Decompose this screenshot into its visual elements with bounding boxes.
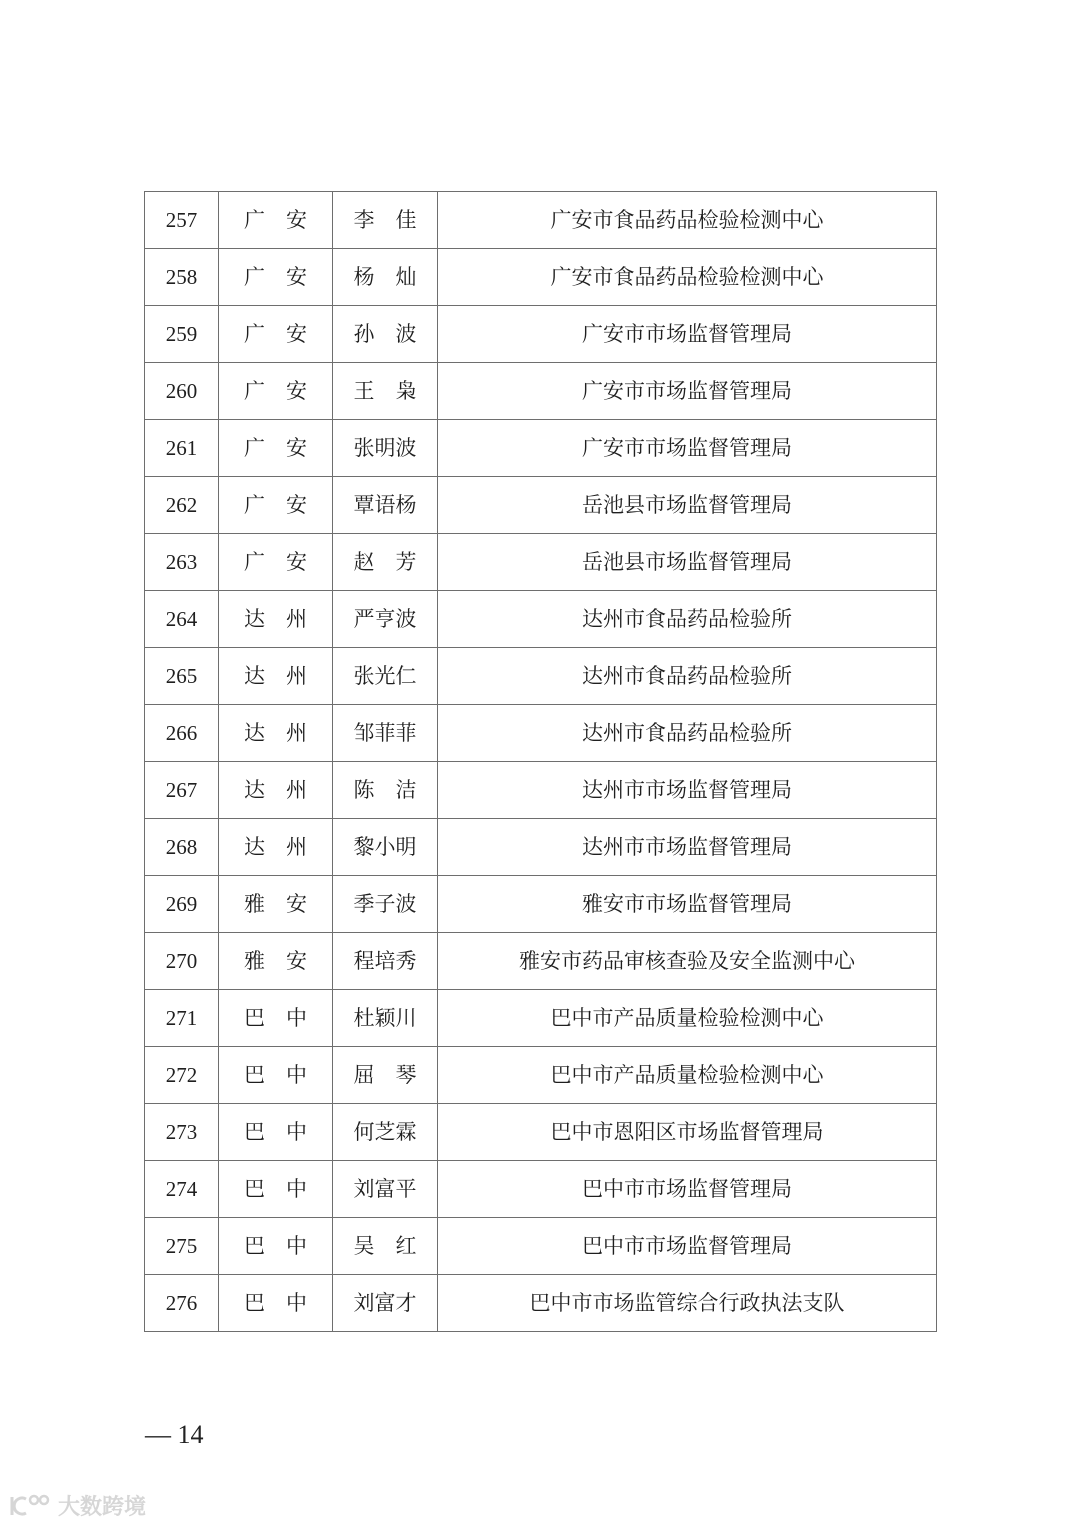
person-name-cell: 王 枭 xyxy=(333,363,438,420)
city-cell: 广 安 xyxy=(219,420,333,477)
person-name-cell: 覃语杨 xyxy=(333,477,438,534)
city-cell: 广 安 xyxy=(219,306,333,363)
table-row xyxy=(145,363,937,420)
table-row xyxy=(145,648,937,705)
watermark-text: 大数跨境 xyxy=(58,1495,147,1520)
person-name-cell: 黎小明 xyxy=(333,819,438,876)
person-name-cell: 何芝霖 xyxy=(333,1104,438,1161)
person-name-cell: 孙 波 xyxy=(333,306,438,363)
row-number-cell: 263 xyxy=(145,534,219,591)
table-row xyxy=(145,1218,937,1275)
row-number-cell: 270 xyxy=(145,933,219,990)
city-cell: 达 州 xyxy=(219,591,333,648)
table-row xyxy=(145,534,937,591)
page-number: — 14 xyxy=(145,1420,204,1449)
organization-cell: 巴中市产品质量检验检测中心 xyxy=(438,1047,937,1104)
table-row xyxy=(145,1104,937,1161)
roster-table-body xyxy=(145,192,937,1332)
table-row xyxy=(145,819,937,876)
table-row xyxy=(145,420,937,477)
person-name-cell: 张明波 xyxy=(333,420,438,477)
row-number-cell: 274 xyxy=(145,1161,219,1218)
city-cell: 巴 中 xyxy=(219,1161,333,1218)
table-row xyxy=(145,249,937,306)
person-name-cell: 陈 洁 xyxy=(333,762,438,819)
organization-cell: 雅安市市场监督管理局 xyxy=(438,876,937,933)
row-number-cell: 268 xyxy=(145,819,219,876)
organization-cell: 达州市食品药品检验所 xyxy=(438,591,937,648)
person-name-cell: 杨 灿 xyxy=(333,249,438,306)
person-name-cell: 张光仁 xyxy=(333,648,438,705)
row-number-cell: 269 xyxy=(145,876,219,933)
row-number-cell: 271 xyxy=(145,990,219,1047)
city-cell: 巴 中 xyxy=(219,990,333,1047)
table-row xyxy=(145,192,937,249)
organization-cell: 岳池县市场监督管理局 xyxy=(438,477,937,534)
table-row xyxy=(145,1275,937,1332)
watermark xyxy=(8,1490,146,1521)
person-name-cell: 季子波 xyxy=(333,876,438,933)
person-name-cell: 刘富才 xyxy=(333,1275,438,1332)
row-number-cell: 257 xyxy=(145,192,219,249)
person-name-cell: 屈 琴 xyxy=(333,1047,438,1104)
table-row xyxy=(145,990,937,1047)
organization-cell: 达州市市场监督管理局 xyxy=(438,819,937,876)
organization-cell: 广安市市场监督管理局 xyxy=(438,363,937,420)
city-cell: 达 州 xyxy=(219,648,333,705)
person-name-cell: 赵 芳 xyxy=(333,534,438,591)
table-row xyxy=(145,876,937,933)
city-cell: 广 安 xyxy=(219,477,333,534)
city-cell: 巴 中 xyxy=(219,1047,333,1104)
row-number-cell: 272 xyxy=(145,1047,219,1104)
table-row xyxy=(145,705,937,762)
row-number-cell: 267 xyxy=(145,762,219,819)
row-number-cell: 260 xyxy=(145,363,219,420)
city-cell: 达 州 xyxy=(219,705,333,762)
row-number-cell: 266 xyxy=(145,705,219,762)
organization-cell: 巴中市市场监督管理局 xyxy=(438,1161,937,1218)
city-cell: 达 州 xyxy=(219,819,333,876)
table-row xyxy=(145,591,937,648)
person-name-cell: 刘富平 xyxy=(333,1161,438,1218)
row-number-cell: 259 xyxy=(145,306,219,363)
city-cell: 广 安 xyxy=(219,192,333,249)
city-cell: 巴 中 xyxy=(219,1104,333,1161)
city-cell: 雅 安 xyxy=(219,933,333,990)
city-cell: 达 州 xyxy=(219,762,333,819)
organization-cell: 广安市市场监督管理局 xyxy=(438,420,937,477)
city-cell: 雅 安 xyxy=(219,876,333,933)
organization-cell: 广安市食品药品检验检测中心 xyxy=(438,249,937,306)
row-number-cell: 276 xyxy=(145,1275,219,1332)
row-number-cell: 265 xyxy=(145,648,219,705)
organization-cell: 岳池县市场监督管理局 xyxy=(438,534,937,591)
organization-cell: 达州市食品药品检验所 xyxy=(438,705,937,762)
table-row xyxy=(145,1047,937,1104)
row-number-cell: 258 xyxy=(145,249,219,306)
person-name-cell: 吴 红 xyxy=(333,1218,438,1275)
city-cell: 广 安 xyxy=(219,363,333,420)
organization-cell: 广安市市场监督管理局 xyxy=(438,306,937,363)
row-number-cell: 264 xyxy=(145,591,219,648)
row-number-cell: 261 xyxy=(145,420,219,477)
organization-cell: 广安市食品药品检验检测中心 xyxy=(438,192,937,249)
row-number-cell: 273 xyxy=(145,1104,219,1161)
table-row xyxy=(145,306,937,363)
person-name-cell: 严亨波 xyxy=(333,591,438,648)
city-cell: 广 安 xyxy=(219,534,333,591)
person-name-cell: 李 佳 xyxy=(333,192,438,249)
organization-cell: 达州市食品药品检验所 xyxy=(438,648,937,705)
person-name-cell: 邹菲菲 xyxy=(333,705,438,762)
row-number-cell: 275 xyxy=(145,1218,219,1275)
table-row xyxy=(145,933,937,990)
organization-cell: 巴中市产品质量检验检测中心 xyxy=(438,990,937,1047)
table-row xyxy=(145,762,937,819)
organization-cell: 雅安市药品审核查验及安全监测中心 xyxy=(438,933,937,990)
organization-cell: 巴中市恩阳区市场监督管理局 xyxy=(438,1104,937,1161)
person-name-cell: 杜颖川 xyxy=(333,990,438,1047)
organization-cell: 巴中市市场监督管理局 xyxy=(438,1218,937,1275)
person-name-cell: 程培秀 xyxy=(333,933,438,990)
table-row xyxy=(145,1161,937,1218)
city-cell: 广 安 xyxy=(219,249,333,306)
organization-cell: 达州市市场监督管理局 xyxy=(438,762,937,819)
organization-cell: 巴中市市场监管综合行政执法支队 xyxy=(438,1275,937,1332)
city-cell: 巴 中 xyxy=(219,1275,333,1332)
table-row xyxy=(145,477,937,534)
watermark-logo-icon xyxy=(8,1493,52,1519)
city-cell: 巴 中 xyxy=(219,1218,333,1275)
row-number-cell: 262 xyxy=(145,477,219,534)
roster-table xyxy=(144,191,937,1332)
